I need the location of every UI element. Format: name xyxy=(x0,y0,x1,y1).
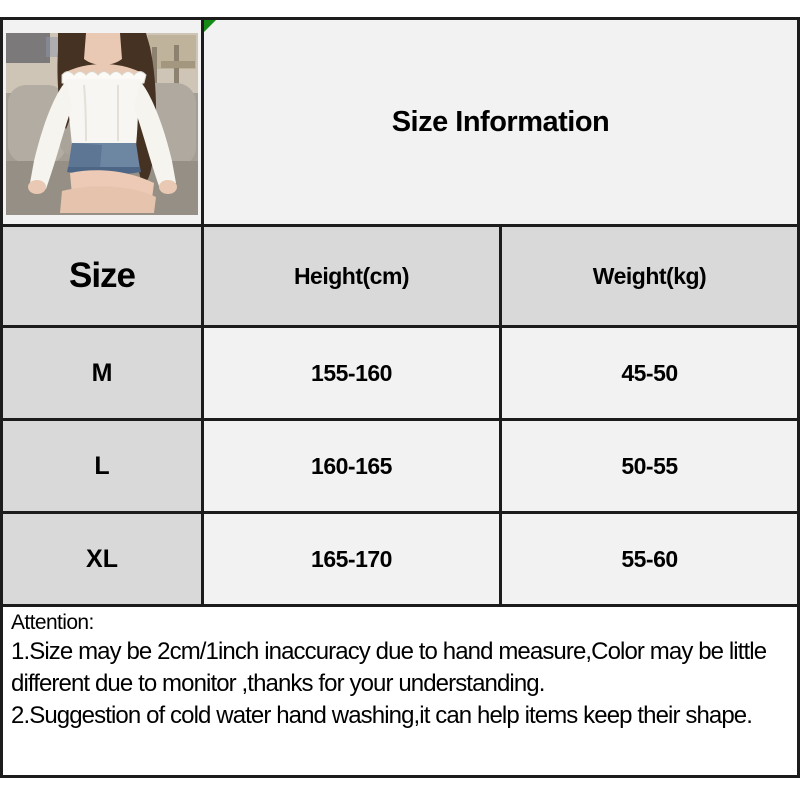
row-m-height: 155-160 xyxy=(204,328,499,418)
attention-note-1: 1.Size may be 2cm/1inch inaccuracy due to hand measure,Color may be little different due to monitor ,thanks for your understanding. xyxy=(11,638,767,698)
row-l-height: 160-165 xyxy=(204,421,499,511)
size-information-table xyxy=(0,17,800,607)
header-weight: Weight(kg) xyxy=(502,227,797,325)
row-xl-height: 165-170 xyxy=(204,514,499,604)
page-title: Size Information xyxy=(391,105,610,138)
row-xl-size: XL xyxy=(3,514,201,604)
title-cell xyxy=(204,20,797,224)
row-xl-weight: 55-60 xyxy=(502,514,797,604)
header-size: Size xyxy=(3,227,201,325)
row-m-size: M xyxy=(3,328,201,418)
attention-heading: Attention: xyxy=(11,611,94,634)
attention-note-2: 2.Suggestion of cold water hand washing,it can help items keep their shape. xyxy=(11,702,753,730)
attention-notes xyxy=(0,604,800,778)
row-m-weight: 45-50 xyxy=(502,328,797,418)
row-l-weight: 50-55 xyxy=(502,421,797,511)
product-photo-cell xyxy=(3,20,201,224)
cell-corner-marker-icon xyxy=(204,20,216,32)
header-height: Height(cm) xyxy=(204,227,499,325)
product-photo-illustration xyxy=(6,33,198,215)
row-l-size: L xyxy=(3,421,201,511)
